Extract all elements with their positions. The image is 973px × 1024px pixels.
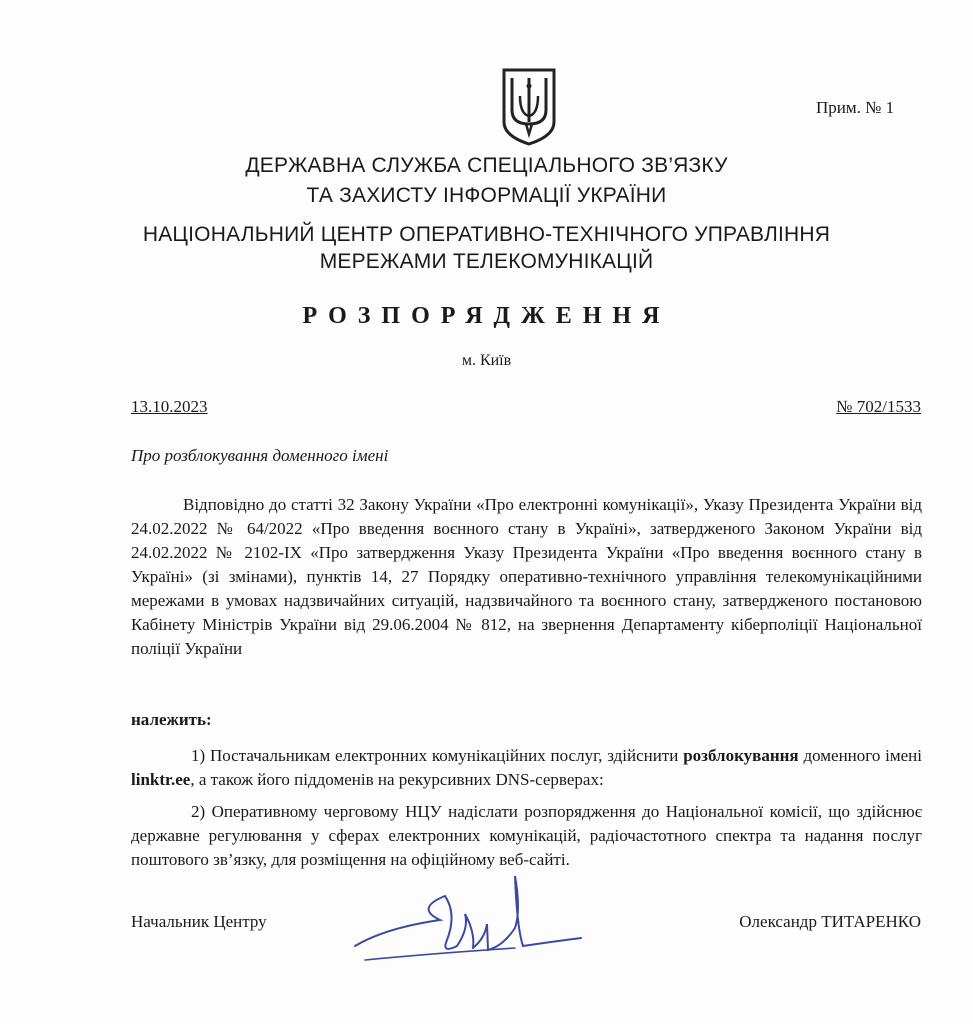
signatory-role: Начальник Центру: [131, 912, 267, 931]
document-title: РОЗПОРЯДЖЕННЯ: [302, 303, 671, 329]
item1-text-b: доменного імені: [798, 746, 922, 765]
item1-text-a: 1) Постачальникам електронних комунікаційних послуг, здійснити: [191, 746, 684, 765]
document-date: 13.10.2023: [131, 397, 208, 416]
agency-name-line1: ДЕРЖАВНА СЛУЖБА СПЕЦІАЛЬНОГО ЗВ’ЯЗКУ: [245, 154, 728, 177]
order-item-1: [131, 744, 922, 792]
document-number: № 702/1533: [836, 397, 921, 416]
signatory-name: Олександр ТИТАРЕНКО: [739, 912, 921, 931]
document-city: м. Київ: [461, 352, 512, 369]
item1-domain: linktr.ee: [131, 770, 191, 789]
center-name-line1: НАЦІОНАЛЬНИЙ ЦЕНТР ОПЕРАТИВНО-ТЕХНІЧНОГО УПРАВЛІННЯ: [142, 223, 831, 246]
handwritten-signature: [345, 868, 585, 978]
trident-emblem-icon: [500, 66, 558, 146]
order-item-2: 2) Оперативному черговому НЦУ надіслати розпорядження до Національної комісії, що здійснює державне регулювання у сферах електронних комунікацій, радіочастотного спектра та надання послуг поштового зв’язку, для розміщення на офіційному веб-сайті.: [131, 802, 922, 869]
center-name-line2: МЕРЕЖАМИ ТЕЛЕКОМУНІКАЦІЙ: [319, 250, 654, 273]
agency-name-line2: ТА ЗАХИСТУ ІНФОРМАЦІЇ УКРАЇНИ: [306, 184, 667, 207]
reference-label: Прим. № 1: [816, 98, 895, 117]
decree-word: належить:: [131, 710, 212, 729]
item1-bold-action: розблокування: [683, 746, 799, 765]
item1-text-c: , а також його піддоменів на рекурсивних DNS-серверах:: [190, 770, 604, 789]
document-subject: Про розблокування доменного імені: [131, 446, 389, 465]
preamble-paragraph: Відповідно до статті 32 Закону України «Про електронні комунікації», Указу Президента України від 24.02.2022 № 64/2022 «Про введення воєнного стану в Україні», затвердженого Законом України від 24.02.2022 № 2102-IX «Про затвердження Указу Президента України «Про введення воєнного стану в Україні» (зі змінами), пунктів 14, 27 Порядку оперативно-технічного управління телекомунікаційними мережами в умовах надзвичайних ситуацій, надзвичайного та воєнного стану, затвердженого постановою Кабінету Міністрів України від 29.06.2004 № 812, на звернення Департаменту кіберполіції Національної поліції України: [131, 495, 922, 658]
